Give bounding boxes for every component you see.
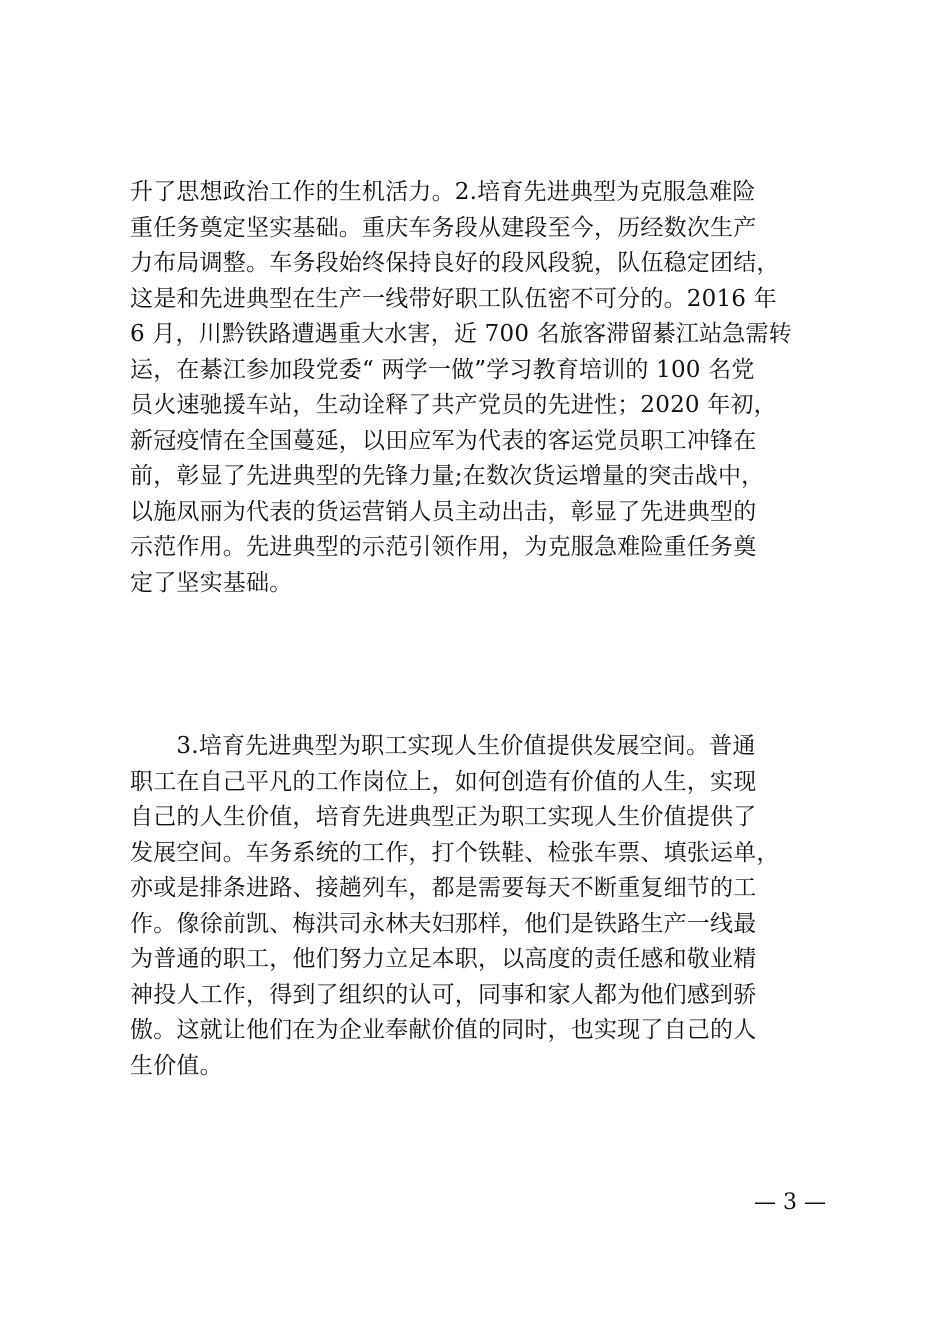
page-number: — 3 —	[754, 1190, 826, 1215]
paragraph-line: 生价值。	[130, 1052, 223, 1079]
paragraph-line: 自己的人生价值，培育先进典型正为职工实现人生价值提供了	[130, 804, 757, 830]
paragraph-line: 职工在自己平凡的工作岗位上，如何创造有价值的人生，实现	[130, 768, 757, 795]
paragraph-line: 作。像徐前凯、梅洪司永林夫妇那样，他们是铁路生产一线最	[130, 910, 757, 937]
paragraph-line: 为普通的职工，他们努力立足本职，以高度的责任感和敬业精	[130, 946, 757, 972]
body-paragraph-2	[130, 729, 826, 1084]
paragraph-line: 3.培育先进典型为职工实现人生价值提供发展空间。普通	[130, 733, 756, 759]
paragraph-line: 傲。这就让他们在为企业奉献价值的同时，也实现了自己的人	[130, 1017, 757, 1043]
paragraph-line: 神投人工作，得到了组织的认可，同事和家人都为他们感到骄	[130, 981, 757, 1008]
paragraph-line: 力布局调整。车务段始终保持良好的段风段貌，队伍稳定团结，	[130, 250, 780, 276]
paragraph-line: 运，在綦江参加段党委“ 两学一做”学习教育培训的 100 名党	[130, 356, 755, 383]
paragraph-line: 6 月，川黔铁路遭遇重大水害，近 700 名旅客滞留綦江站急需转	[130, 321, 792, 347]
paragraph-line: 定了坚实基础。	[130, 569, 293, 596]
paragraph-line: 员火速驰援车站，生动诠释了共产党员的先进性；2020 年初，	[130, 392, 777, 418]
paragraph-line: 发展空间。车务系统的工作，打个铁鞋、检张车票、填张运单，	[130, 839, 780, 866]
paragraph-line: 前，彰显了先进典型的先锋力量;在数次货运增量的突击战中，	[130, 463, 765, 489]
paragraph-line: 示范作用。先进典型的示范引领作用，为克服急难险重任务奠	[130, 534, 757, 560]
paragraph-line: 新冠疫情在全国蔓延，以田应军为代表的客运党员职工冲锋在	[130, 427, 757, 454]
paragraph-line: 升了思想政治工作的生机活力。2.培育先进典型为克服急难险	[130, 179, 756, 205]
paragraph-line: 亦或是排条进路、接趟列车，都是需要每天不断重复细节的工	[130, 875, 757, 901]
paragraph-line: 重任务奠定坚实基础。重庆车务段从建段至今，历经数次生产	[130, 214, 757, 241]
body-paragraph-1	[130, 175, 826, 601]
paragraph-line: 这是和先进典型在生产一线带好职工队伍密不可分的。2016 年	[130, 285, 777, 312]
paragraph-line: 以施凤丽为代表的货运营销人员主动出击，彰显了先进典型的	[130, 498, 757, 525]
